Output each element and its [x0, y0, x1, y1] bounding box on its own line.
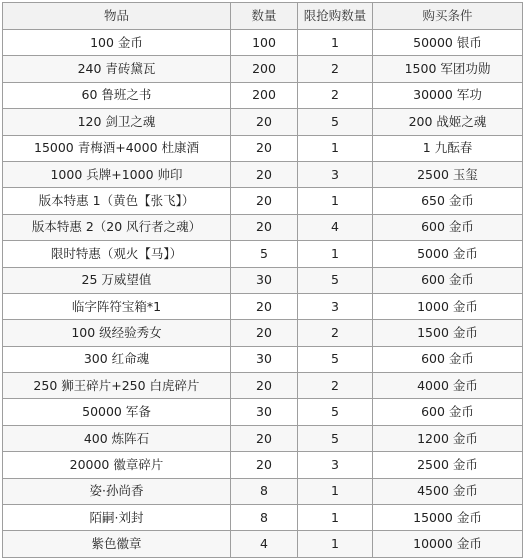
cell-item: 版本特惠 1（黄色【张飞】）: [3, 188, 231, 214]
cell-item: 1000 兵牌+1000 帅印: [3, 161, 231, 187]
cell-purchase-condition: 1 九酝春: [373, 135, 523, 161]
cell-quantity: 20: [231, 188, 298, 214]
header-purchase-condition: 购买条件: [373, 3, 523, 30]
cell-purchase-condition: 600 金币: [373, 399, 523, 425]
cell-purchase-condition: 4000 金币: [373, 373, 523, 399]
cell-purchase-condition: 200 战姬之魂: [373, 109, 523, 135]
cell-quantity: 4: [231, 531, 298, 557]
cell-purchase-limit: 2: [298, 373, 373, 399]
cell-quantity: 8: [231, 505, 298, 531]
cell-purchase-limit: 5: [298, 109, 373, 135]
cell-quantity: 20: [231, 293, 298, 319]
cell-purchase-condition: 1500 金币: [373, 320, 523, 346]
table-row: [3, 531, 523, 557]
cell-purchase-limit: 1: [298, 241, 373, 267]
table-row: [3, 135, 523, 161]
cell-purchase-condition: 600 金币: [373, 346, 523, 372]
cell-purchase-limit: 2: [298, 82, 373, 108]
header-purchase-limit: 限抢购数量: [298, 3, 373, 30]
cell-purchase-limit: 3: [298, 293, 373, 319]
cell-purchase-limit: 5: [298, 267, 373, 293]
cell-quantity: 20: [231, 373, 298, 399]
cell-quantity: 30: [231, 399, 298, 425]
table-row: [3, 267, 523, 293]
cell-purchase-condition: 600 金币: [373, 267, 523, 293]
cell-quantity: 5: [231, 241, 298, 267]
table-row: [3, 161, 523, 187]
cell-purchase-condition: 5000 金币: [373, 241, 523, 267]
table-row: [3, 452, 523, 478]
cell-purchase-limit: 2: [298, 56, 373, 82]
table-row: [3, 109, 523, 135]
table-row: [3, 56, 523, 82]
cell-purchase-condition: 2500 玉玺: [373, 161, 523, 187]
cell-purchase-limit: 5: [298, 346, 373, 372]
cell-item: 100 级经验秀女: [3, 320, 231, 346]
cell-purchase-condition: 4500 金币: [373, 478, 523, 504]
cell-quantity: 20: [231, 161, 298, 187]
cell-quantity: 20: [231, 452, 298, 478]
table-row: [3, 241, 523, 267]
cell-item: 临字阵符宝箱*1: [3, 293, 231, 319]
cell-purchase-limit: 3: [298, 452, 373, 478]
cell-purchase-limit: 1: [298, 505, 373, 531]
table-row: [3, 346, 523, 372]
cell-item: 300 红命魂: [3, 346, 231, 372]
cell-item: 240 青砖黛瓦: [3, 56, 231, 82]
cell-purchase-condition: 30000 军功: [373, 82, 523, 108]
cell-purchase-limit: 1: [298, 478, 373, 504]
cell-item: 20000 徽章碎片: [3, 452, 231, 478]
cell-purchase-limit: 2: [298, 320, 373, 346]
cell-item: 60 鲁班之书: [3, 82, 231, 108]
cell-item: 姿·孙尚香: [3, 478, 231, 504]
table-row: [3, 505, 523, 531]
cell-purchase-limit: 4: [298, 214, 373, 240]
cell-item: 100 金币: [3, 30, 231, 56]
cell-purchase-limit: 1: [298, 188, 373, 214]
cell-item: 400 炼阵石: [3, 425, 231, 451]
cell-quantity: 8: [231, 478, 298, 504]
header-row: [3, 3, 523, 30]
cell-purchase-condition: 650 金币: [373, 188, 523, 214]
table-row: [3, 30, 523, 56]
cell-purchase-limit: 1: [298, 30, 373, 56]
cell-purchase-condition: 15000 金币: [373, 505, 523, 531]
cell-quantity: 20: [231, 320, 298, 346]
cell-item: 25 万威望值: [3, 267, 231, 293]
exchange-table-container: [2, 2, 522, 558]
cell-quantity: 100: [231, 30, 298, 56]
cell-purchase-condition: 1000 金币: [373, 293, 523, 319]
cell-item: 50000 军备: [3, 399, 231, 425]
table-row: [3, 478, 523, 504]
table-row: [3, 320, 523, 346]
cell-quantity: 200: [231, 82, 298, 108]
cell-purchase-condition: 1200 金币: [373, 425, 523, 451]
cell-item: 250 狮王碎片+250 白虎碎片: [3, 373, 231, 399]
cell-quantity: 20: [231, 135, 298, 161]
cell-purchase-condition: 2500 金币: [373, 452, 523, 478]
cell-purchase-limit: 5: [298, 425, 373, 451]
cell-item: 陌嗣·刘封: [3, 505, 231, 531]
cell-purchase-limit: 5: [298, 399, 373, 425]
header-item: 物品: [3, 3, 231, 30]
cell-item: 15000 青梅酒+4000 杜康酒: [3, 135, 231, 161]
exchange-table: [2, 2, 523, 558]
cell-purchase-condition: 600 金币: [373, 214, 523, 240]
cell-purchase-limit: 1: [298, 531, 373, 557]
cell-item: 限时特惠（观火【马】）: [3, 241, 231, 267]
cell-purchase-limit: 1: [298, 135, 373, 161]
table-header: [3, 3, 523, 30]
cell-quantity: 200: [231, 56, 298, 82]
cell-quantity: 20: [231, 425, 298, 451]
table-row: [3, 399, 523, 425]
table-row: [3, 214, 523, 240]
cell-item: 120 剑卫之魂: [3, 109, 231, 135]
table-row: [3, 188, 523, 214]
cell-item: 版本特惠 2（20 风行者之魂）: [3, 214, 231, 240]
table-row: [3, 373, 523, 399]
cell-purchase-condition: 50000 银币: [373, 30, 523, 56]
cell-item: 紫色徽章: [3, 531, 231, 557]
table-row: [3, 82, 523, 108]
cell-purchase-condition: 1500 军团功勋: [373, 56, 523, 82]
cell-purchase-condition: 10000 金币: [373, 531, 523, 557]
cell-quantity: 20: [231, 109, 298, 135]
cell-purchase-limit: 3: [298, 161, 373, 187]
cell-quantity: 30: [231, 346, 298, 372]
header-quantity: 数量: [231, 3, 298, 30]
cell-quantity: 30: [231, 267, 298, 293]
table-row: [3, 425, 523, 451]
cell-quantity: 20: [231, 214, 298, 240]
table-row: [3, 293, 523, 319]
table-body: [3, 30, 523, 558]
